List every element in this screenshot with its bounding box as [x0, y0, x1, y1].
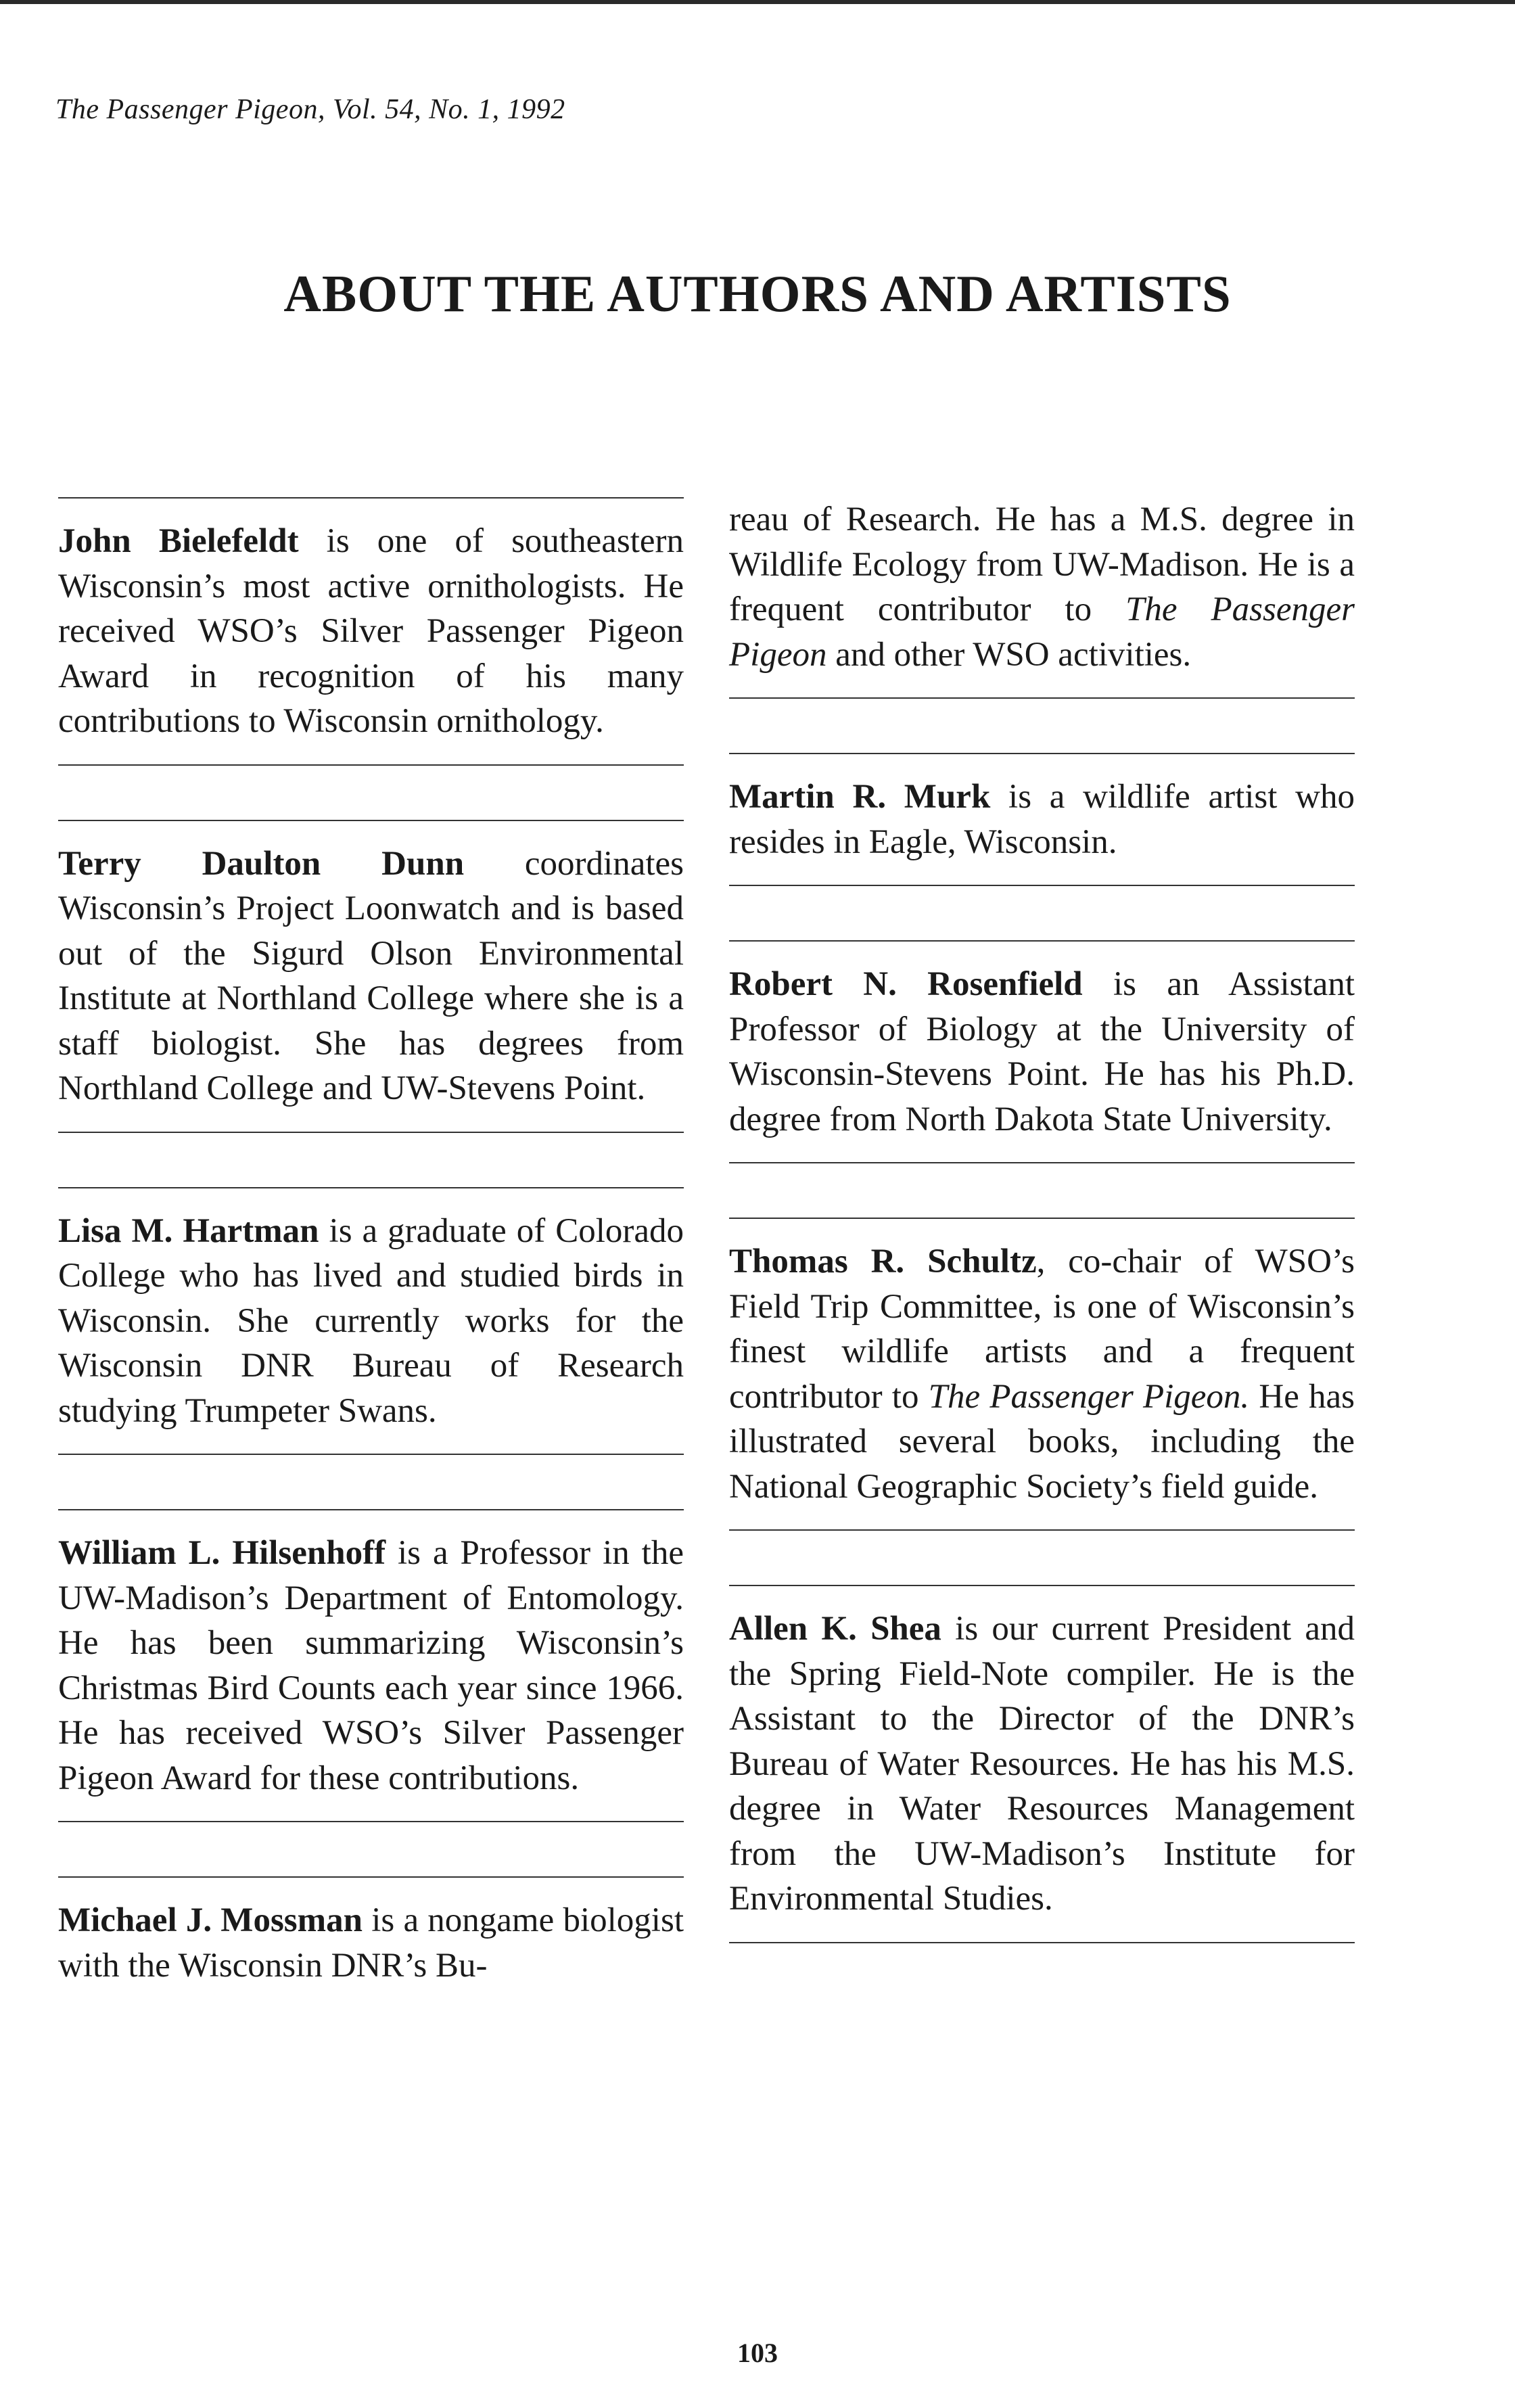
bio-schultz: [729, 1239, 1355, 1509]
journal-title: The Passenger Pigeon: [729, 591, 1355, 674]
author-name: John Bielefeldt: [58, 522, 299, 560]
bio-text: is one of southeastern Wisconsin’s most active ornithologists. He received WSO’s Silver Passenger Pigeon Award in recognition of his many contributions to Wisconsin ornithology.: [58, 522, 684, 740]
bio-hartman: [58, 1209, 684, 1434]
bio-text: reau of Research. He has a M.S. degree in Wildlife Ecology from UW-Madison. He is a frequent contributor to: [729, 501, 1355, 628]
author-name: Terry Daulton Dunn: [58, 844, 465, 883]
author-name: Allen K. Shea: [729, 1610, 941, 1648]
bio-mossman-part-1: [58, 1898, 684, 1988]
bio-text: is a nongame biologist with the Wisconsin DNR’s Bu-: [58, 1901, 684, 1985]
bio-dunn: [58, 841, 684, 1111]
author-name: Lisa M. Hartman: [58, 1211, 319, 1250]
author-name: Robert N. Rosenfield: [729, 965, 1083, 1003]
journal-title: The Passenger Pigeon.: [928, 1377, 1250, 1416]
author-name: Michael J. Mossman: [58, 1901, 363, 1939]
bio-shea: [729, 1606, 1355, 1922]
top-border-rule: [0, 0, 1515, 4]
author-name: William L. Hilsenhoff: [58, 1534, 386, 1572]
bio-rosenfield: [729, 962, 1355, 1142]
page-number: 103: [737, 2338, 778, 2368]
author-name: Thomas R. Schultz: [729, 1243, 1037, 1280]
bio-text: is our current President and the Spring Field-Note compiler. He is the Assistant to the Director of the DNR’s Bureau of Water Resources. He has his M.S. degree in Water Resources Management from the UW-Madison’s Institute for Environmental Studies.: [729, 1610, 1355, 1918]
bio-hilsenhoff: [58, 1531, 684, 1801]
page-title: ABOUT THE AUTHORS AND ARTISTS: [283, 264, 1232, 323]
bio-text: He has illustrated several books, including the National Geographic Society’s field guide.: [729, 1377, 1355, 1506]
author-name: Martin R. Murk: [729, 778, 991, 816]
bio-murk: [729, 774, 1355, 864]
left-column: [58, 497, 684, 1988]
bio-text: and other WSO activities.: [826, 635, 1192, 674]
bio-text: coordinates Wisconsin’s Project Loonwatch and is based out of the Sigurd Olson Environmental Institute at Northland College where she is a staff biologist. She has degrees from Northland College and UW-Stevens Point.: [58, 844, 684, 1107]
bio-text: is a graduate of Colorado College who has lived and studied birds in Wisconsin. She currently works for the Wisconsin DNR Bureau of Research studying Trumpeter Swans.: [58, 1211, 684, 1430]
bio-text: is a Professor in the UW-Madison’s Department of Entomology. He has been summarizing Wisconsin’s Christmas Bird Counts each year since 1966. He has received WSO’s Silver Passenger Pigeon Award for these contributions.: [58, 1534, 684, 1797]
right-column: [729, 497, 1355, 1943]
bio-bielefeldt: [58, 519, 684, 744]
running-head: The Passenger Pigeon, Vol. 54, No. 1, 1992: [55, 94, 565, 125]
bio-mossman-part-2: [729, 497, 1355, 677]
bio-text: is an Assistant Professor of Biology at the University of Wisconsin-Stevens Point. He has his Ph.D. degree from North Dakota State University.: [729, 965, 1355, 1138]
bio-text: , co-chair of WSO’s Field Trip Committee, is one of Wisconsin’s finest wildlife artists and a frequent contributor to: [729, 1243, 1355, 1416]
entry-rule-bottom: [729, 1942, 1355, 1943]
bio-text: is a wildlife artist who resides in Eagle, Wisconsin.: [729, 778, 1355, 861]
